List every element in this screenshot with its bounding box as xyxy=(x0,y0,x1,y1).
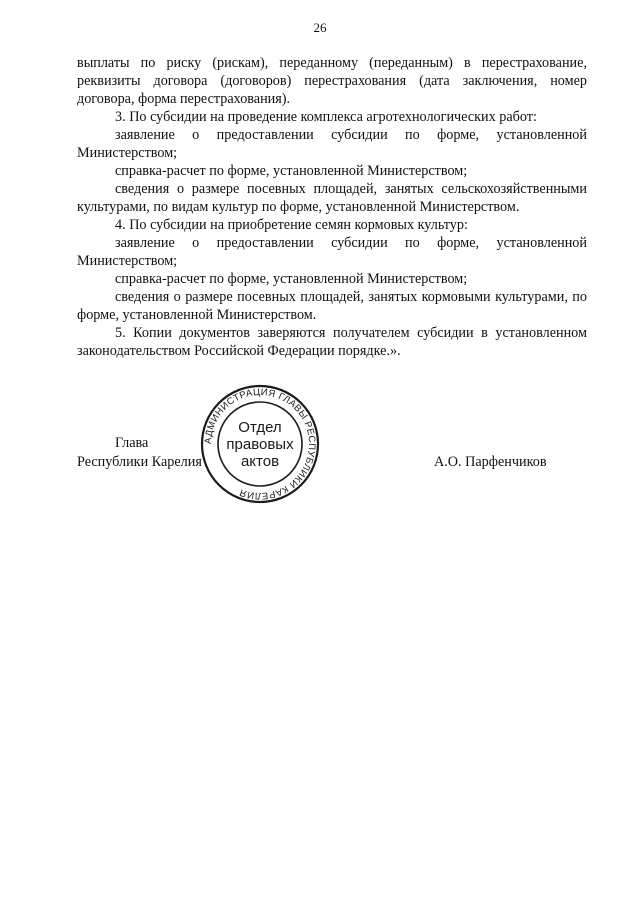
paragraph-9: сведения о размере посевных площадей, занятых кормовыми культурами, по форме, установленной Министерством. xyxy=(77,289,587,323)
paragraph-6: 4. По субсидии на приобретение семян кормовых культур: xyxy=(115,217,468,233)
paragraph-3: заявление о предоставлении субсидии по форме, установленной Министерством; xyxy=(77,127,587,161)
signatory-name: А.О. Парфенчиков xyxy=(434,454,547,470)
stamp-center-line2: правовых xyxy=(226,436,294,453)
paragraph-10: 5. Копии документов заверяются получателем субсидии в установленном законодательством Российской Федерации порядке.». xyxy=(77,325,587,359)
stamp-ring-text: АДМИНИСТРАЦИЯ ГЛАВЫ РЕСПУБЛИКИ КАРЕЛИЯ xyxy=(202,386,318,502)
paragraph-2: 3. По субсидии на проведение комплекса агротехнологических работ: xyxy=(115,109,537,125)
paragraph-7: заявление о предоставлении субсидии по форме, установленной Министерством; xyxy=(77,235,587,269)
stamp-center-line1: Отдел xyxy=(238,419,282,436)
stamp-seal-icon xyxy=(199,383,321,505)
signatory-title-line1: Глава xyxy=(115,435,149,451)
signatory-title-line2: Республики Карелия xyxy=(77,454,202,470)
paragraph-4: справка-расчет по форме, установленной Министерством; xyxy=(115,163,468,179)
page-number: 26 xyxy=(313,20,327,35)
stamp-center-line3: актов xyxy=(240,453,280,470)
document-body xyxy=(77,54,587,360)
paragraph-5: сведения о размере посевных площадей, занятых сельскохозяйственными культурами, по видам культур по форме, установленной Министерством. xyxy=(77,181,587,215)
official-stamp xyxy=(199,383,321,505)
paragraph-8: справка-расчет по форме, установленной Министерством; xyxy=(115,271,468,287)
paragraph-1: выплаты по риску (рискам), переданному (переданным) в перестрахование, реквизиты договора (договоров) перестрахования (дата заключения, номер договора, форма перестрахования). xyxy=(77,55,587,107)
